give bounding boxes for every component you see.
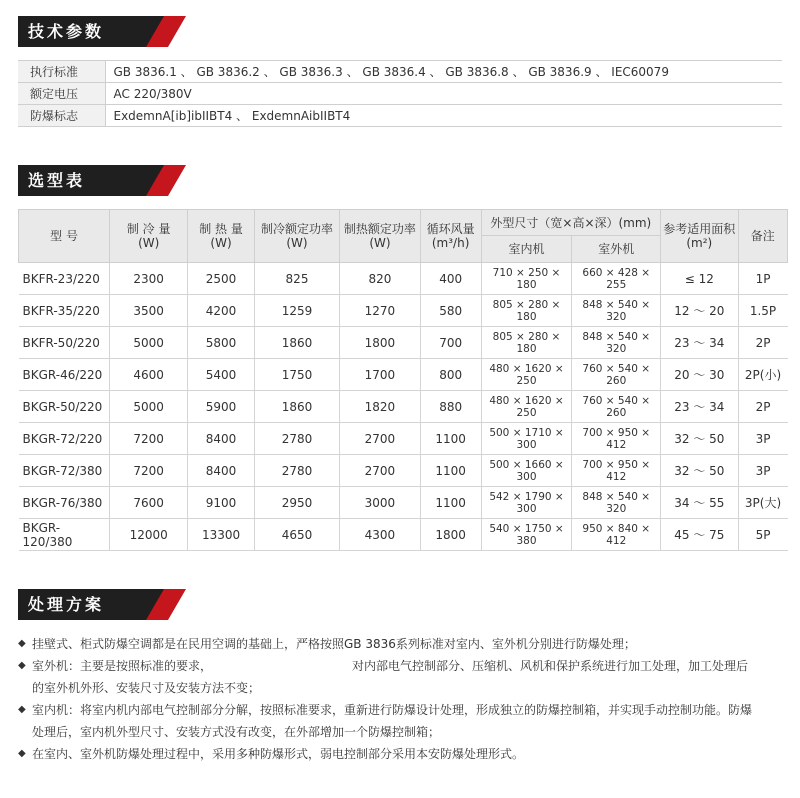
cell-area: 12 ～ 20 [661,295,738,327]
cell-note: 3P(大) [738,487,787,519]
spec-row [18,105,782,127]
cell-airflow: 1100 [420,455,481,487]
cell-note: 3P [738,455,787,487]
cell-heat-capacity: 8400 [188,455,255,487]
cell-outdoor-size: 848 × 540 × 320 [572,487,661,519]
cell-indoor-size: 540 × 1750 × 380 [481,519,572,551]
spec-section-header [18,16,186,47]
plan-section-title: 处理方案 [28,595,105,614]
cell-heat-capacity: 13300 [188,519,255,551]
cell-cool-power: 2950 [254,487,339,519]
cell-area: 34 ～ 55 [661,487,738,519]
cell-airflow: 580 [420,295,481,327]
cell-model: BKFR-50/220 [19,327,110,359]
plan-list [18,633,788,765]
cell-heat-power: 1800 [340,327,421,359]
cell-cool-capacity: 12000 [110,519,188,551]
cell-outdoor-size: 760 × 540 × 260 [572,391,661,423]
cell-note: 1P [738,263,787,295]
diamond-bullet-icon: ◆ [18,638,26,649]
selection-table [18,209,788,551]
plan-text: 室外机：主要是按照标准的要求， [32,659,213,673]
spec-label: 防爆标志 [18,105,105,127]
cell-outdoor-size: 660 × 428 × 255 [572,263,661,295]
spec-value: ExdemnA[ib]ibIIBT4 、 ExdemnAibIIBT4 [105,105,782,127]
col-dimensions: 外型尺寸（宽×高×深）(mm) [481,210,660,236]
cell-model: BKGR-72/380 [19,455,110,487]
cell-cool-capacity: 7200 [110,423,188,455]
cell-heat-power: 3000 [340,487,421,519]
cell-note: 1.5P [738,295,787,327]
cell-model: BKFR-35/220 [19,295,110,327]
cell-cool-power: 1860 [254,391,339,423]
cell-cool-capacity: 3500 [110,295,188,327]
cell-area: 20 ～ 30 [661,359,738,391]
col-cool-capacity: 制 冷 量 (W) [110,210,188,263]
plan-text: 室内机：将室内机内部电气控制部分分解，按照标准要求，重新进行防爆设计处理，形成独立的防爆控制箱，并实现手动控制功能。防爆 [32,703,753,717]
col-heat-capacity: 制 热 量 (W) [188,210,255,263]
cell-heat-capacity: 5800 [188,327,255,359]
spec-label: 执行标准 [18,61,105,83]
cell-cool-capacity: 4600 [110,359,188,391]
cell-indoor-size: 710 × 250 × 180 [481,263,572,295]
cell-indoor-size: 500 × 1710 × 300 [481,423,572,455]
selection-section-title: 选型表 [28,171,86,190]
cell-cool-power: 1860 [254,327,339,359]
cell-model: BKGR-46/220 [19,359,110,391]
col-airflow: 循环风量 (m³/h) [420,210,481,263]
cell-outdoor-size: 700 × 950 × 412 [572,423,661,455]
cell-outdoor-size: 700 × 950 × 412 [572,455,661,487]
plan-text: 挂壁式、柜式防爆空调都是在民用空调的基础上，严格按照GB 3836系列标准对室内、室外机分别进行防爆处理； [32,637,636,651]
table-row [19,391,788,423]
cell-heat-power: 1270 [340,295,421,327]
cell-model: BKGR-72/220 [19,423,110,455]
cell-outdoor-size: 848 × 540 × 320 [572,327,661,359]
plan-item [18,699,788,721]
plan-item-continuation [18,677,788,699]
col-area: 参考适用面积 (m²) [661,210,738,263]
cell-indoor-size: 480 × 1620 × 250 [481,359,572,391]
cell-note: 3P [738,423,787,455]
cell-heat-capacity: 2500 [188,263,255,295]
spec-section-title: 技术参数 [28,22,105,41]
cell-area: 23 ～ 34 [661,327,738,359]
cell-heat-capacity: 5900 [188,391,255,423]
cell-heat-power: 1700 [340,359,421,391]
diamond-bullet-icon: ◆ [18,748,26,759]
cell-area: ≤ 12 [661,263,738,295]
selection-section-header [18,165,186,196]
cell-cool-power: 2780 [254,455,339,487]
col-heat-power: 制热额定功率 (W) [340,210,421,263]
cell-area: 32 ～ 50 [661,423,738,455]
col-outdoor-unit: 室外机 [572,236,661,263]
cell-model: BKFR-23/220 [19,263,110,295]
cell-airflow: 1100 [420,487,481,519]
cell-cool-capacity: 7600 [110,487,188,519]
table-row [19,487,788,519]
cell-outdoor-size: 848 × 540 × 320 [572,295,661,327]
diamond-bullet-icon: ◆ [18,704,26,715]
cell-heat-capacity: 8400 [188,423,255,455]
spec-row [18,61,782,83]
col-indoor-unit: 室内机 [481,236,572,263]
spec-table [18,60,782,127]
spec-label: 额定电压 [18,83,105,105]
table-row [19,295,788,327]
cell-heat-capacity: 9100 [188,487,255,519]
plan-item [18,633,788,655]
plan-text: 在室内、室外机防爆处理过程中，采用多种防爆形式，弱电控制部分采用本安防爆处理形式。 [32,747,525,761]
cell-model: BKGR-50/220 [19,391,110,423]
plan-text: 对内部电气控制部分、压缩机、风机和保护系统进行加工处理，加工处理后 [352,659,749,673]
cell-cool-capacity: 5000 [110,391,188,423]
cell-indoor-size: 480 × 1620 × 250 [481,391,572,423]
cell-airflow: 1800 [420,519,481,551]
cell-cool-power: 1750 [254,359,339,391]
cell-heat-power: 4300 [340,519,421,551]
cell-airflow: 880 [420,391,481,423]
cell-outdoor-size: 950 × 840 × 412 [572,519,661,551]
cell-model: BKGR-120/380 [19,519,110,551]
cell-area: 45 ～ 75 [661,519,738,551]
cell-cool-capacity: 2300 [110,263,188,295]
cell-heat-power: 2700 [340,455,421,487]
table-row [19,519,788,551]
cell-note: 5P [738,519,787,551]
cell-airflow: 1100 [420,423,481,455]
cell-cool-power: 825 [254,263,339,295]
plan-section-header [18,589,186,620]
cell-heat-power: 820 [340,263,421,295]
spec-value: AC 220/380V [105,83,782,105]
cell-cool-power: 2780 [254,423,339,455]
cell-indoor-size: 542 × 1790 × 300 [481,487,572,519]
cell-indoor-size: 500 × 1660 × 300 [481,455,572,487]
plan-item-continuation [18,721,788,743]
cell-cool-power: 1259 [254,295,339,327]
plan-text: 的室外机外形、安装尺寸及安装方法不变； [32,681,261,695]
cell-heat-capacity: 5400 [188,359,255,391]
spec-value: GB 3836.1 、 GB 3836.2 、 GB 3836.3 、 GB 3836.4 、 GB 3836.8 、 GB 3836.9 、 IEC60079 [105,61,782,83]
plan-item [18,743,788,765]
plan-text: 处理后，室内机外型尺寸、安装方式没有改变，在外部增加一个防爆控制箱； [32,725,441,739]
table-row [19,327,788,359]
cell-airflow: 400 [420,263,481,295]
spec-row [18,83,782,105]
diamond-bullet-icon: ◆ [18,660,26,671]
cell-heat-capacity: 4200 [188,295,255,327]
cell-area: 32 ～ 50 [661,455,738,487]
cell-heat-power: 2700 [340,423,421,455]
cell-model: BKGR-76/380 [19,487,110,519]
cell-note: 2P [738,327,787,359]
table-row [19,359,788,391]
table-row [19,455,788,487]
col-model: 型 号 [19,210,110,263]
cell-cool-capacity: 5000 [110,327,188,359]
cell-outdoor-size: 760 × 540 × 260 [572,359,661,391]
cell-area: 23 ～ 34 [661,391,738,423]
plan-item [18,655,788,677]
cell-cool-capacity: 7200 [110,455,188,487]
cell-airflow: 700 [420,327,481,359]
table-row [19,423,788,455]
cell-note: 2P [738,391,787,423]
cell-heat-power: 1820 [340,391,421,423]
table-row [19,263,788,295]
cell-note: 2P(小) [738,359,787,391]
cell-cool-power: 4650 [254,519,339,551]
cell-indoor-size: 805 × 280 × 180 [481,295,572,327]
col-cool-power: 制冷额定功率 (W) [254,210,339,263]
col-note: 备注 [738,210,787,263]
cell-indoor-size: 805 × 280 × 180 [481,327,572,359]
cell-airflow: 800 [420,359,481,391]
